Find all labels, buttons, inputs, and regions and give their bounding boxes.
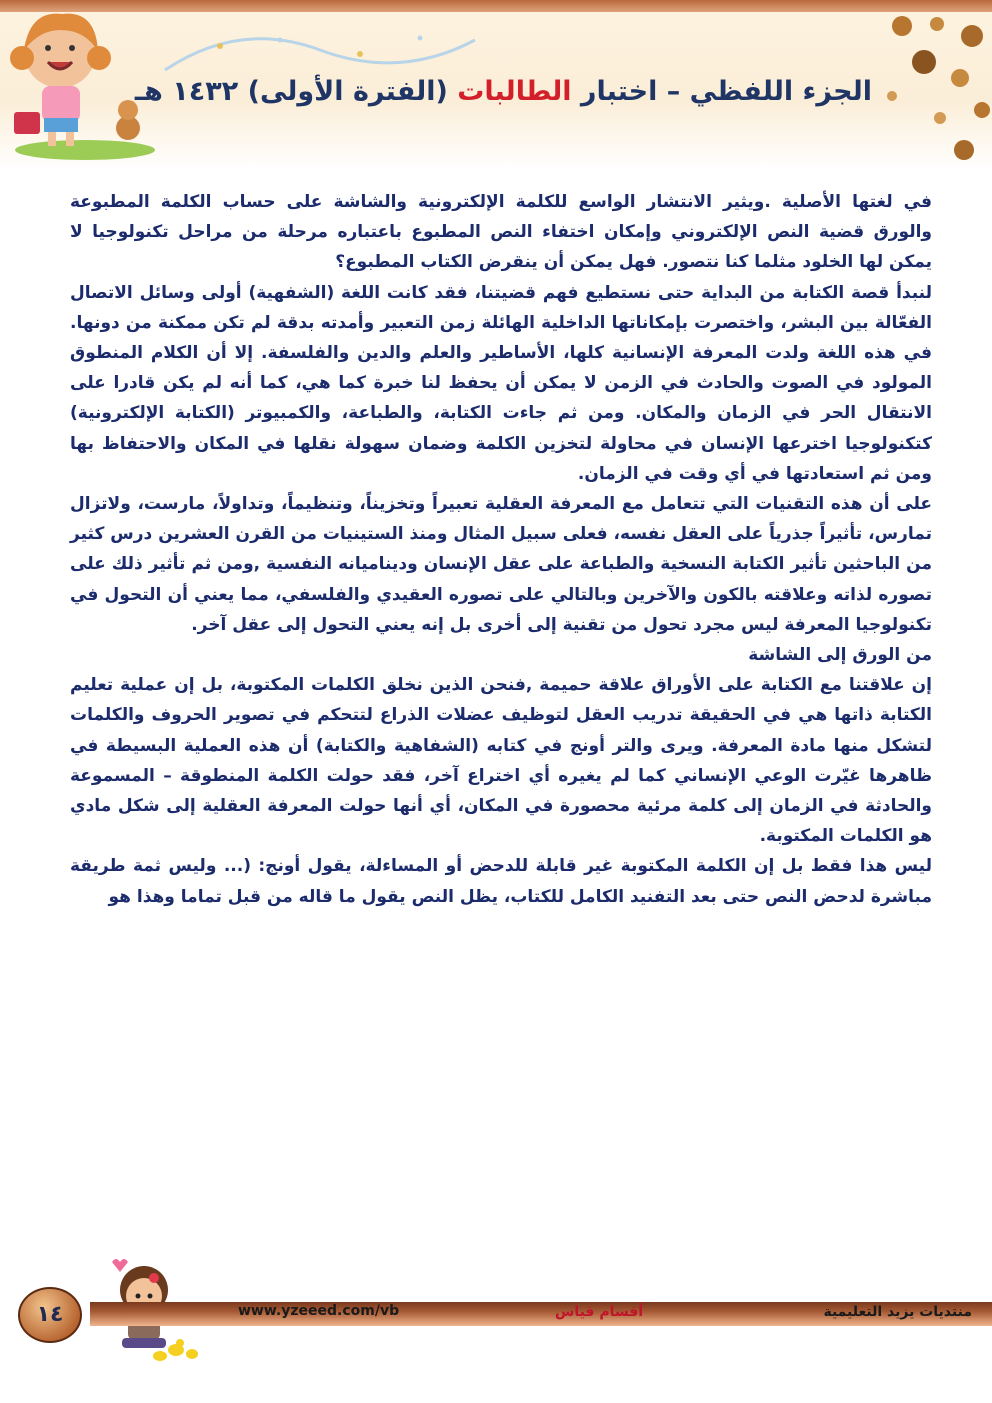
- section-heading: من الورق إلى الشاشة: [748, 645, 932, 666]
- paragraph-2: لنبدأ قصة الكتابة من البداية حتى نستطيع فهم قضيتنا، فقد كانت اللغة (الشفهية) أولى وسائل الاتصال الفعّالة بين البشر، واختصرت بإمكاناتها الداخلية الهائلة زمن التعبير وأمدته بدقة لم تكن ممكنة من دونها. في هذه اللغة ولدت المعرفة الإنسانية كلها، الأساطير والعلم والدين والفلسفة. إلا أن الكلام المنطوق المولود في الصوت والحادث في الزمن لا يمكن أن يحفظ لنا خبرة كما هي، كما أنه لم يكن قادرا على الانتقال الحر في الزمان والمكان. ومن ثم جاءت الكتابة، والطباعة، والكمبيوتر (الكتابة الإلكترونية) كتكنولوجيا اخترعها الإنسان في محاولة لتخزين الكلمة وضمان سهولة نقلها في المكان والاحتفاظ بها ومن ثم استعادتها في أي وقت في الزمان.: [70, 282, 932, 484]
- paragraph-5: ليس هذا فقط بل إن الكلمة المكتوبة غير قابلة للدحض أو المساءلة، يقول أونج: (... وليس ثمة طريقة مباشرة لدحض النص حتى بعد التفنيد الكامل للكتاب، يظل النص يقول ما قاله من قبل تماما وهذا هو: [70, 856, 932, 907]
- page-title: [112, 76, 872, 107]
- footer-forum-name: منتديات يزيد التعليمية: [823, 1304, 972, 1320]
- page-header: [0, 0, 992, 170]
- paragraph-3: على أن هذه التقنيات التي تتعامل مع المعرفة العقلية تعبيراً وتخزيناً، وتنظيماً، وتداولاً، مارست، ولاتزال تمارس، تأثيراً جذرياً على العقل نفسه، فعلى سبيل المثال ومنذ الستينيات من القرن العشرين درس كثير من الباحثين تأثير الكتابة النسخية والطباعة على عقل الإنسان وديناميانه النفسية ,ومن ثم تأثير ذلك على تصوره لذاته وعلاقته بالكون والآخرين وبالتالي على تصوره العقيدي والفلسفي، مما يعني أن التحول في تكنولوجيا المعرفة ليس مجرد تحول من تقنية إلى أخرى بل إنه يعني التحول إلى عقل آخر.: [70, 494, 932, 635]
- page-number-badge: ١٤: [18, 1287, 82, 1343]
- paragraph-4: إن علاقتنا مع الكتابة على الأوراق علاقة حميمة ,فنحن الذين نخلق الكلمات المكتوبة، بل إن عملية تعليم الكتابة ذاتها هي في الحقيقة تدريب العقل لتوظيف عضلات الذراع لتتحكم في تصوير الحروف والكلمات لتشكل منها مادة المعرفة. ويرى والتر أونج في كتابه (الشفاهية والكتابة) أن هذه العملية البسيطة في ظاهرها غيّرت الوعي الإنساني كما لم يغيره أي اختراع آخر، فقد حولت الكلمة المنطوقة – المسموعة والحادثة في الزمان إلى كلمة مرئية محصورة في المكان، أي أنها حولت المعرفة العقلية إلى شكل مادي هو الكلمات المكتوبة.: [70, 675, 932, 847]
- footer-url-link[interactable]: www.yzeeed.com/vb: [238, 1303, 400, 1319]
- title-accent: الطالبات: [457, 76, 572, 107]
- title-part-2: (الفترة الأولى) ١٤٣٢ هـ: [134, 76, 458, 107]
- footer-sections-label: أقسام قياس: [555, 1304, 644, 1320]
- paragraph-1: في لغتها الأصلية .ويثير الانتشار الواسع للكلمة الإلكترونية والشاشة على حساب الكلمة المطبوعة والورق قضية النص الإلكتروني وإمكان اختفاء النص المطبوع باعتباره مرحلة من مراحل تكنولوجيا لا يمكن لها الخلود مثلما كنا نتصور. فهل يمكن أن ينقرض الكتاب المطبوع؟: [70, 192, 932, 273]
- article-body: [70, 187, 932, 912]
- title-part-1: الجزء اللفظي – اختبار: [571, 76, 872, 107]
- decorative-swirl: [160, 20, 480, 80]
